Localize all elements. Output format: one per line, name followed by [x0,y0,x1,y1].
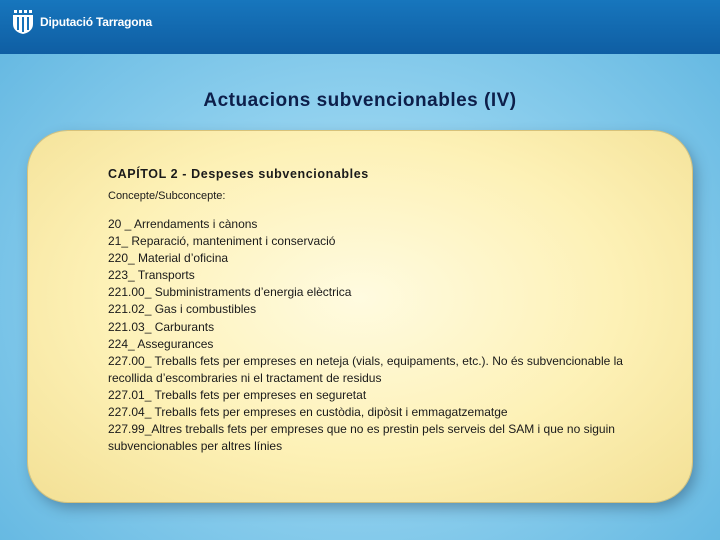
list-item: 227.04_ Treballs fets per empreses en custòdia, dipòsit i emmagatzematge [108,405,508,420]
header-bar [0,0,720,54]
list-item: 223_ Transports [108,268,195,283]
list-item: 220_ Material d’oficina [108,251,229,266]
card-content [108,167,638,455]
concept-subheading: Concepte/Subconcepte: [108,190,226,202]
list-item: 227.00_ Treballs fets per empreses en neteja (vials, equipaments, etc.). No és subvencionable la recollida d’escombraries ni el tractament de residus [108,353,623,385]
list-item: 221.02_ Gas i combustibles [108,302,257,317]
logo-text: Diputació Tarragona [40,15,152,29]
list-item: 227.01_ Treballs fets per empreses en seguretat [108,387,367,402]
logo [12,9,152,35]
list-item: 221.00_ Subministraments d’energia elèctrica [108,285,352,300]
list-item: 221.03_ Carburants [108,319,215,334]
list-item: 21_ Reparació, manteniment i conservació [108,234,336,249]
content-card [28,131,692,502]
list-item: 20 _ Arrendaments i cànons [108,217,258,231]
provincial-seal-icon [12,9,34,35]
chapter-heading: CAPÍTOL 2 - Despeses subvencionables [108,167,369,181]
page-title: Actuacions subvencionables (IV) [203,90,517,111]
list-item: 224_ Assegurances [108,336,214,351]
list-item: 227.99_Altres treballs fets per empreses que no es prestin pels serveis del SAM i que no siguin subvencionables per altres línies [108,422,615,454]
concept-list [108,216,638,455]
